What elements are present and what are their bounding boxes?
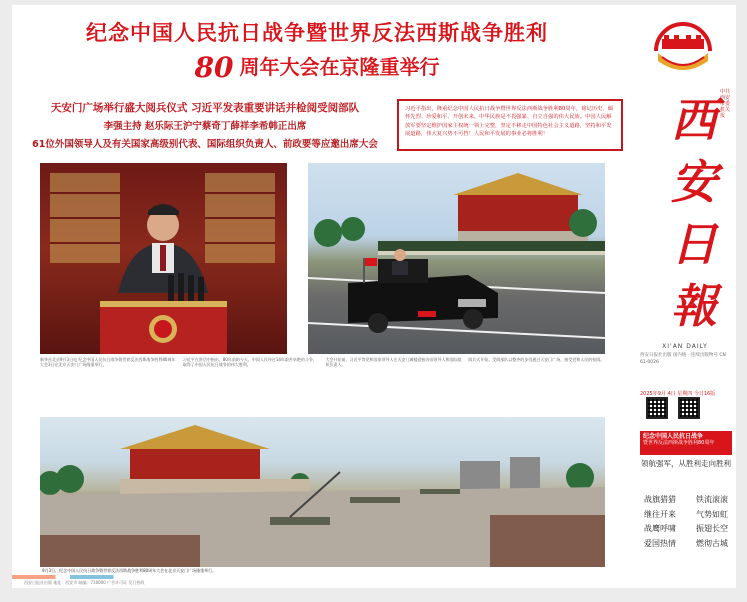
promo-text: 暨世界反法西斯战争胜利80周年 [643,440,715,446]
masthead-char: 報 [671,279,717,333]
newspaper-page [12,5,736,588]
anniversary-number: 80 [194,51,234,84]
photo-parade-car [308,163,605,354]
subhead-3: 61位外国领导人及有关国家高级别代表、国际组织负责人、前政要等应邀出席大会 [32,139,378,150]
promo-title: 纪念中国人民抗日战争 [643,433,704,440]
promo-banner [640,431,732,455]
masthead-english: XI'AN DAILY [662,343,708,350]
headline-line-2 [22,51,612,84]
side-poem [640,493,732,551]
masthead-char: 日 [671,217,717,271]
headline-line-1: 纪念中国人民抗日战争暨世界反法西斯战争胜利 [86,20,548,45]
article-column: 阅兵式开始。受阅部队以整齐的步伐通过天安门广场，接受党和人民的检阅。 [468,357,605,362]
subhead-1: 天安门广场举行盛大阅兵仪式 习近平发表重要讲话并检阅受阅部队 [50,102,360,114]
side-column-head: 领航强军，从胜利走向胜利 [641,459,731,468]
parade-car-illustration [308,163,605,354]
poem-phrase: 气势如虹 [696,509,728,519]
issue-date: 2025年9月 4日 星期四 今日16版 [640,391,716,397]
masthead-char: 西 [671,93,717,147]
headline-line-2-text: 周年大会在京隆重举行 [239,55,440,79]
poem-line [640,508,732,523]
poem-phrase: 爱国热情 [644,538,676,548]
anniversary-emblem [650,17,716,79]
poem-phrase: 燃彻古城 [696,538,728,548]
poem-phrase: 战鹰呼啸 [644,524,676,533]
panorama-illustration [40,417,605,567]
photo-caption: 9月3日，纪念中国人民抗日战争暨世界反法西斯战争胜利80周年大会在北京天安门广场隆重举行。 [42,568,217,573]
poem-line [640,493,732,508]
masthead-char: 安 [671,155,717,209]
masthead-title [664,89,724,337]
masthead [632,5,736,588]
masthead-side-note: 中共西安市委机关报 [720,89,731,119]
poem-phrase: 战旗猎猎 [644,495,676,504]
photo-tiananmen-panorama [40,417,605,567]
article-column: 习近平在讲话中指出，80年前的今天，中国人民经过14年艰苦卓绝的斗争，取得了中国人民抗日战争的伟大胜利。 [182,357,317,368]
poem-phrase: 振翅长空 [696,524,728,533]
poem-line [640,522,732,537]
lead-quote-box: 习近平指出，隆重纪念中国人民抗日战争暨世界反法西斯战争胜利80周年，铭记历史、缅怀先烈、珍爱和平、开创未来。中华民族是不畏强暴、自立自强的伟大民族。中国人民解放军要坚定维护国家主权统一领土完整，坚定不移走中国特色社会主义道路，坚持和平发展道路，伟大复兴势不可挡！人民和平发展的事业必将胜利！ [397,99,623,151]
photo-speaker-podium [40,163,287,354]
poem-phrase: 铁流滚滚 [696,495,728,504]
qr-code-icon [646,397,668,419]
article-column: 新华社北京9月3日电 纪念中国人民抗日战争暨世界反法西斯战争胜利80周年大会3日在北京天安门广场隆重举行。 [40,357,176,368]
speaker-illustration [40,163,287,354]
article-column: 大会开始前，习近平等党和国家领导人在天安门城楼迎接各国领导人和国际组织负责人。 [325,357,462,368]
qr-code-icon [678,397,700,419]
page-footer: 西安日报社出版 地址：西安市 邮编：710000 广告许可证 发行热线 [24,580,145,585]
poem-phrase: 继往开来 [644,509,676,519]
color-registration-strip [12,575,736,579]
poem-line [640,537,732,552]
publication-info: 西安日报社出版 国内统一连续出版物号 CN 61-0026 [640,353,726,365]
subhead-2: 李强主持 赵乐际王沪宁蔡奇丁薛祥李希韩正出席 [103,121,307,132]
article-body [40,357,605,413]
